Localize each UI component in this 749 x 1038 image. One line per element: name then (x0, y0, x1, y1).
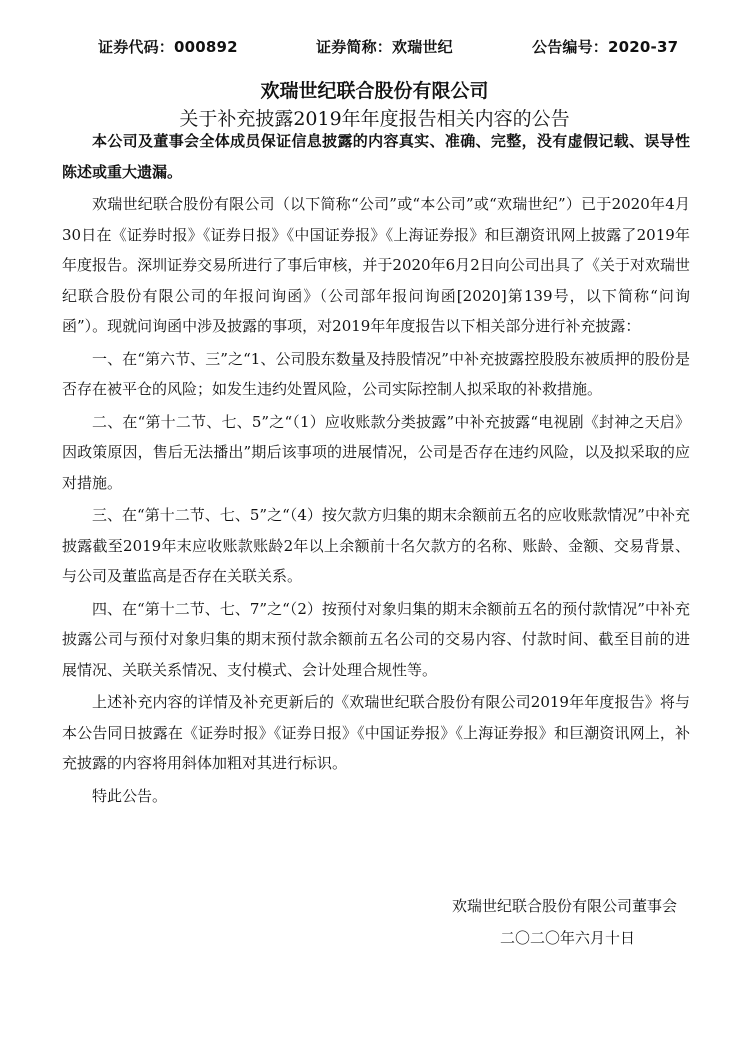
announcement-body (62, 126, 690, 811)
signature-date: 二〇二〇年六月十日 (499, 929, 635, 947)
paragraph-intro: 欢瑞世纪联合股份有限公司（以下简称“公司”或“本公司”或“欢瑞世纪”）已于2020年4月30日在《证券时报》《证券日报》《中国证券报》《上海证券报》和巨潮资讯网上披露了2019年年度报告。深圳证券交易所进行了事后审核，并于2020年6月2日向公司出具了《关于对欢瑞世纪联合股份有限公司的年报问询函》（公司部年报问询函[2020]第139号，以下简称“问询函”）。现就问询函中涉及披露的事项，对2019年年度报告以下相关部分进行补充披露： (62, 195, 690, 335)
paragraph-item-4: 四、在“第十二节、七、7”之“（2）按预付对象归集的期末余额前五名的预付款情况”中补充披露公司与预付对象归集的期末预付款余额前五名公司的交易内容、付款时间、截至目前的进展情况、关联关系情况、支付模式、会计处理合规性等。 (62, 599, 690, 679)
paragraph-item-3: 三、在“第十二节、七、5”之“（4）按欠款方归集的期末余额前五名的应收账款情况”中补充披露截至2019年末应收账款账龄2年以上余额前十名欠款方的名称、账龄、金额、交易背景、与公司及董监高是否存在关联关系。 (62, 506, 690, 585)
board-statement: 本公司及董事会全体成员保证信息披露的内容真实、准确、完整，没有虚假记载、误导性陈述或重大遗漏。 (62, 132, 690, 181)
paragraph-item-2: 二、在“第十二节、七、5”之“（1）应收账款分类披露”中补充披露“电视剧《封神之天启》因政策原因，售后无法播出”期后该事项的进展情况，公司是否存在违约风险，以及拟采取的应对措施。 (62, 412, 690, 492)
company-title: 欢瑞世纪联合股份有限公司 (260, 80, 489, 102)
signature-board: 欢瑞世纪联合股份有限公司董事会 (451, 897, 677, 915)
announcement-subject: 关于补充披露2019年年度报告相关内容的公告 (179, 108, 570, 130)
paragraph-supplement: 上述补充内容的详情及补充更新后的《欢瑞世纪联合股份有限公司2019年年度报告》将与本公告同日披露在《证券时报》《证券日报》《中国证券报》《上海证券报》和巨潮资讯网上，补充披露的内容将用斜体加粗对其进行标识。 (62, 693, 690, 772)
paragraph-item-1: 一、在“第六节、三”之“1、公司股东数量及持股情况”中补充披露控股股东被质押的股份是否存在被平仓的风险；如发生违约处置风险，公司实际控制人拟采取的补救措施。 (62, 349, 690, 398)
paragraph-closing: 特此公告。 (92, 786, 168, 805)
securities-code: 证券代码：000892 (98, 38, 238, 56)
securities-abbreviation: 证券简称：欢瑞世纪 (316, 38, 453, 56)
announcement-number: 公告编号：2020-37 (532, 38, 679, 56)
